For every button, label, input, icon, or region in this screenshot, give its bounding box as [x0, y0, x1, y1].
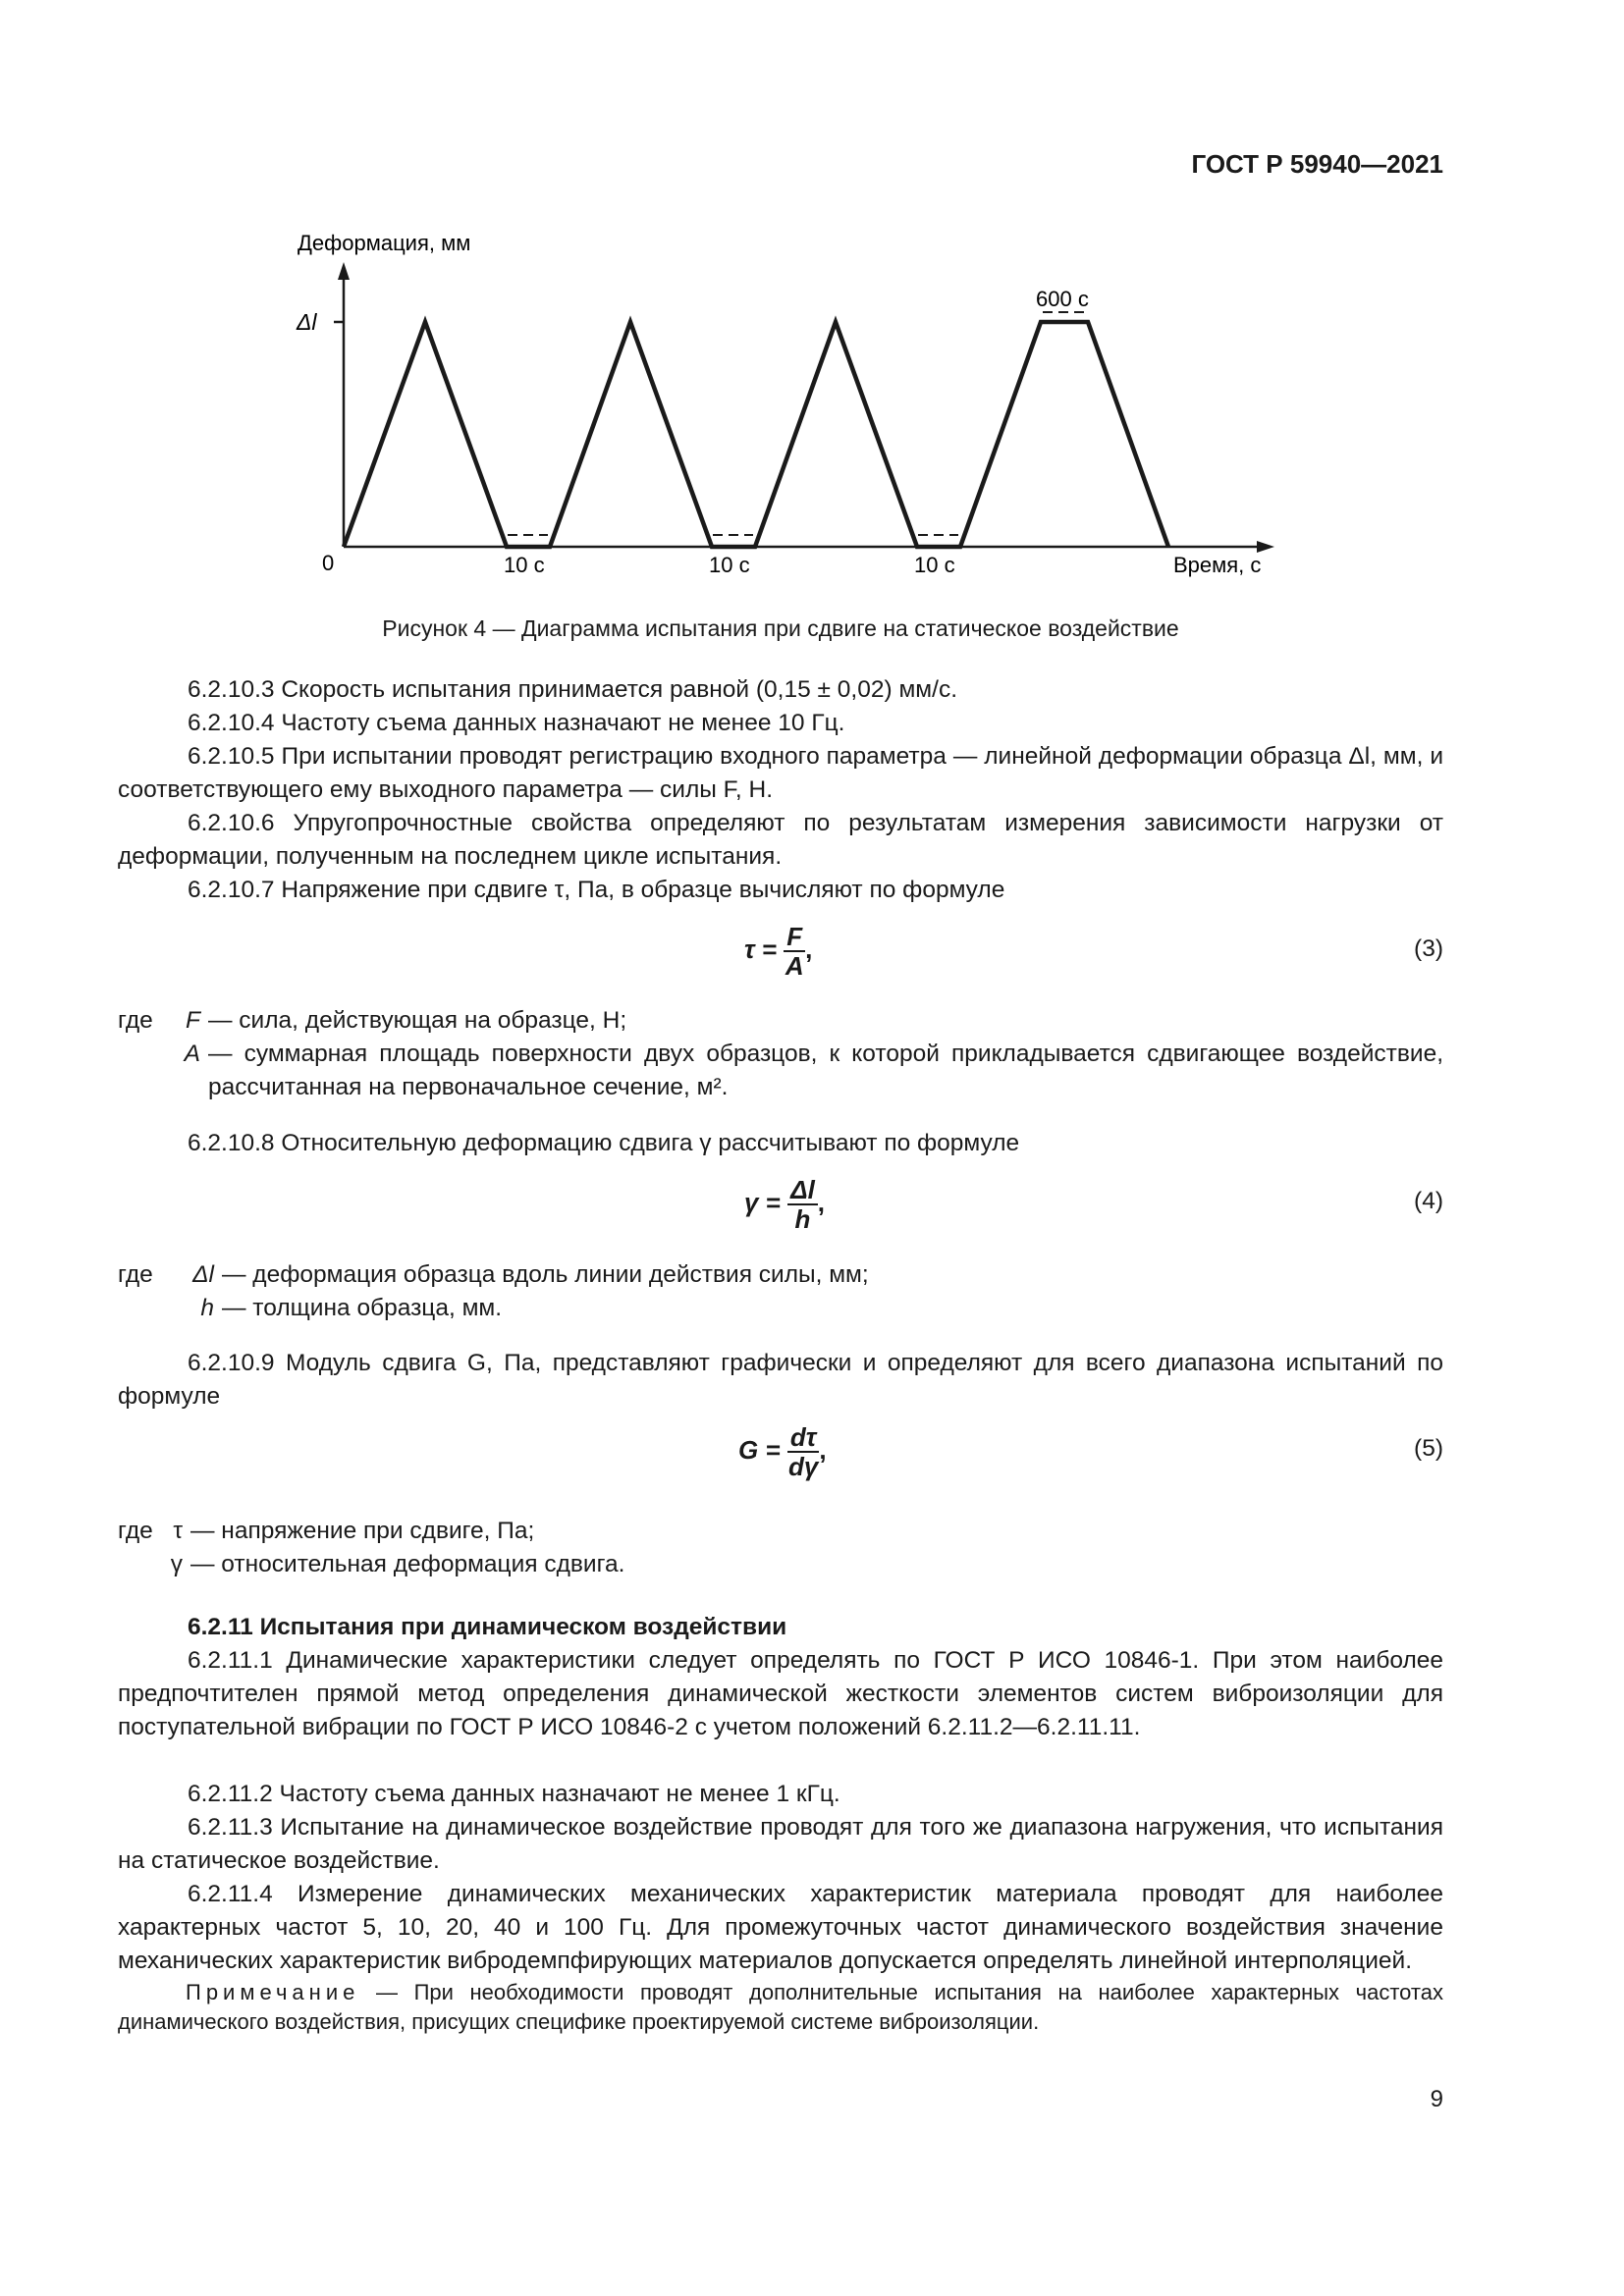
y-axis-arrow-icon: [338, 262, 350, 280]
formula-5: [738, 1423, 827, 1480]
paragraph-6-2-11-3: 6.2.11.3 Испытание на динамическое воздействие проводят для того же диапазона нагружения, что испытания на статическое воздействие.: [118, 1814, 1443, 1874]
paragraph-6-2-11-2: 6.2.11.2 Частоту съема данных назначают не менее 1 кГц.: [188, 1781, 840, 1807]
formula-4-comma: ,: [817, 1187, 826, 1217]
where-4-text-dl: — деформация образца вдоль линии действия силы, мм;: [222, 1261, 869, 1288]
where-3-text-a: — суммарная площадь поверхности двух образцов, к которой прикладывается сдвигающее воздействие, рассчитанная на первоначальное сечение, м².: [208, 1041, 1443, 1100]
origin-label: 0: [322, 551, 335, 575]
note: [118, 1978, 1443, 2037]
test-diagram: [295, 221, 1296, 594]
where-4-sym-dl: Δl: [192, 1261, 214, 1288]
deformation-curve: [344, 322, 1168, 547]
formula-4-number: (4): [1414, 1188, 1443, 1214]
formula-3-number: (3): [1414, 935, 1443, 962]
formula-3-numerator: F: [784, 923, 805, 952]
note-text: — При необходимости проводят дополнительные испытания на наиболее характерных частотах динамического воздействия, присущих специфике проектируемой системе виброизоляции.: [118, 1980, 1443, 2034]
section-title: 6.2.11 Испытания при динамическом воздействии: [188, 1614, 787, 1640]
where-4-prefix: где: [118, 1261, 153, 1288]
where-4-text-h: — толщина образца, мм.: [222, 1295, 503, 1321]
formula-5-number: (5): [1414, 1435, 1443, 1462]
paragraph-6-2-10-8: 6.2.10.8 Относительную деформацию сдвига γ рассчитывают по формуле: [188, 1130, 1020, 1156]
x-axis-label: Время, с: [1173, 553, 1262, 577]
paragraph-6-2-10-3: 6.2.10.3 Скорость испытания принимается равной (0,15 ± 0,02) мм/с.: [188, 676, 957, 703]
x-axis-arrow-icon: [1257, 541, 1274, 553]
paragraph-6-2-10-5: 6.2.10.5 При испытании проводят регистрацию входного параметра — линейной деформации образца Δl, мм, и соответствующего ему выходного параметра — силы F, Н.: [118, 743, 1443, 803]
formula-5-fraction: [787, 1423, 820, 1480]
where-3-text-f: — сила, действующая на образце, Н;: [208, 1007, 627, 1034]
page-number: 9: [1430, 2086, 1443, 2112]
paragraph-6-2-10-6: 6.2.10.6 Упругопрочностные свойства определяют по результатам измерения зависимости нагрузки от деформации, полученным на последнем цикле испытания.: [118, 810, 1443, 870]
formula-4-lhs: γ =: [744, 1187, 781, 1217]
where-5-text-gamma: — относительная деформация сдвига.: [190, 1551, 625, 1577]
paragraph-6-2-11-4: 6.2.11.4 Измерение динамических механических характеристик материала проводят для наиболее характерных частот 5, 10, 20, 40 и 100 Гц. Для промежуточных частот динамического воздействия значение механических характеристик вибродемпфирующих материалов допускается определять линейной интерполяцией.: [118, 1881, 1443, 1974]
where-3-sym-a: A: [184, 1041, 200, 1067]
formula-3-lhs: τ =: [744, 934, 778, 964]
delta-l-label: Δl: [297, 309, 317, 335]
where-5-sym-gamma: γ: [170, 1551, 183, 1577]
paragraph-6-2-10-9: 6.2.10.9 Модуль сдвига G, Па, представляют графически и определяют для всего диапазона испытаний по формуле: [118, 1350, 1443, 1410]
y-axis-label: Деформация, мм: [298, 231, 471, 255]
where-3-sym-f: F: [186, 1007, 200, 1034]
where-5-prefix: где: [118, 1518, 153, 1544]
paragraph-6-2-11-1: 6.2.11.1 Динамические характеристики следует определять по ГОСТ Р ИСО 10846-1. При этом наиболее предпочтителен прямой метод определения динамической жесткости элементов систем виброизоляции для поступательной вибрации по ГОСТ Р ИСО 10846-2 с учетом положений 6.2.11.2—6.2.11.11.: [118, 1647, 1443, 1740]
figure-caption: Рисунок 4 — Диаграмма испытания при сдвиге на статическое воздействие: [382, 615, 1179, 641]
pause-label-3: 10 с: [914, 553, 955, 577]
where-4-sym-h: h: [200, 1295, 214, 1321]
pause-label-2: 10 с: [709, 553, 750, 577]
where-3-prefix: где: [118, 1007, 153, 1034]
hold-label: 600 с: [1036, 287, 1089, 311]
where-5-sym-tau: τ: [173, 1518, 183, 1544]
formula-4: [744, 1176, 825, 1233]
formula-3-fraction: [784, 923, 805, 980]
formula-5-lhs: G =: [738, 1434, 781, 1465]
document-header: ГОСТ Р 59940—2021: [1191, 149, 1443, 179]
formula-3-denominator: A: [785, 951, 804, 981]
note-label: Примечание: [186, 1980, 360, 2004]
where-5-text-tau: — напряжение при сдвиге, Па;: [190, 1518, 535, 1544]
pause-label-1: 10 с: [504, 553, 545, 577]
formula-5-comma: ,: [819, 1434, 827, 1465]
formula-4-numerator: Δl: [787, 1176, 818, 1205]
paragraph-6-2-10-7: 6.2.10.7 Напряжение при сдвиге τ, Па, в образце вычисляют по формуле: [188, 877, 1005, 903]
paragraph-6-2-10-4: 6.2.10.4 Частоту съема данных назначают не менее 10 Гц.: [188, 710, 845, 736]
formula-4-fraction: [787, 1176, 818, 1233]
formula-3-comma: ,: [805, 934, 813, 964]
formula-4-denominator: h: [794, 1204, 811, 1234]
formula-5-numerator: dτ: [787, 1423, 820, 1453]
formula-3: [744, 923, 812, 980]
formula-5-denominator: dγ: [787, 1452, 819, 1481]
